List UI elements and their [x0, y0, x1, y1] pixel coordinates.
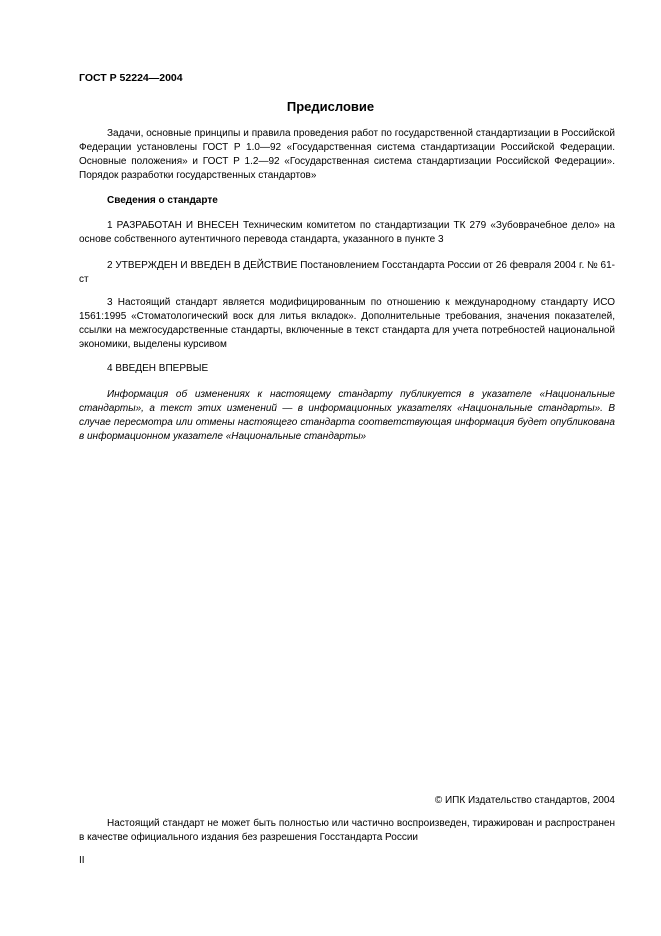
notice-paragraph: Информация об изменениях к настоящему стандарту публикуется в указателе «Национальные стандарты», а текст этих изменений — в информационных указателях «Национальные стандарты». В случае пересмотра или отмены настоящего стандарта соответствующая информация будет опубликована в информационном указателе «Национальные стандарты»: [79, 389, 615, 442]
reproduction-notice: Настоящий стандарт не может быть полностью или частично воспроизведен, тиражирован и распространен в качестве официального издания без разрешения Госстандарта России: [79, 818, 615, 843]
item-1-paragraph: 1 РАЗРАБОТАН И ВНЕСЕН Техническим комитетом по стандартизации ТК 279 «Зубоврачебное дело» на основе собственного аутентичного перевода стандарта, указанного в пункте 3: [79, 220, 615, 245]
page-title: Предисловие: [286, 99, 375, 114]
item-4-paragraph: 4 ВВЕДЕН ВПЕРВЫЕ: [107, 363, 209, 374]
copyright-line: © ИПК Издательство стандартов, 2004: [434, 795, 615, 806]
item-2-paragraph: 2 УТВЕРЖДЕН И ВВЕДЕН В ДЕЙСТВИЕ Постановлением Госстандарта России от 26 февраля 2004 г. № 61-ст: [79, 260, 615, 285]
item-3-paragraph: 3 Настоящий стандарт является модифицированным по отношению к международному стандарту ИСО 1561:1995 «Стоматологический воск для литья вкладок». Дополнительные требования, значения показателей, ссылки на межгосударственные стандарты, включенные в текст стандарта для учета потребностей национальной экономики, выделены курсивом: [79, 297, 615, 350]
intro-paragraph: Задачи, основные принципы и правила проведения работ по государственной стандартизации в Российской Федерации установлены ГОСТ Р 1.0—92 «Государственная система стандартизации Российской Федерации. Основные положения» и ГОСТ Р 1.2—92 «Государственная система стандартизации Российской Федерации». Порядок разработки государственных стандартов»: [79, 128, 615, 181]
document-code-header: ГОСТ Р 52224—2004: [79, 72, 183, 84]
standard-info-subheading: Сведения о стандарте: [107, 195, 218, 206]
page-number: II: [79, 855, 85, 866]
